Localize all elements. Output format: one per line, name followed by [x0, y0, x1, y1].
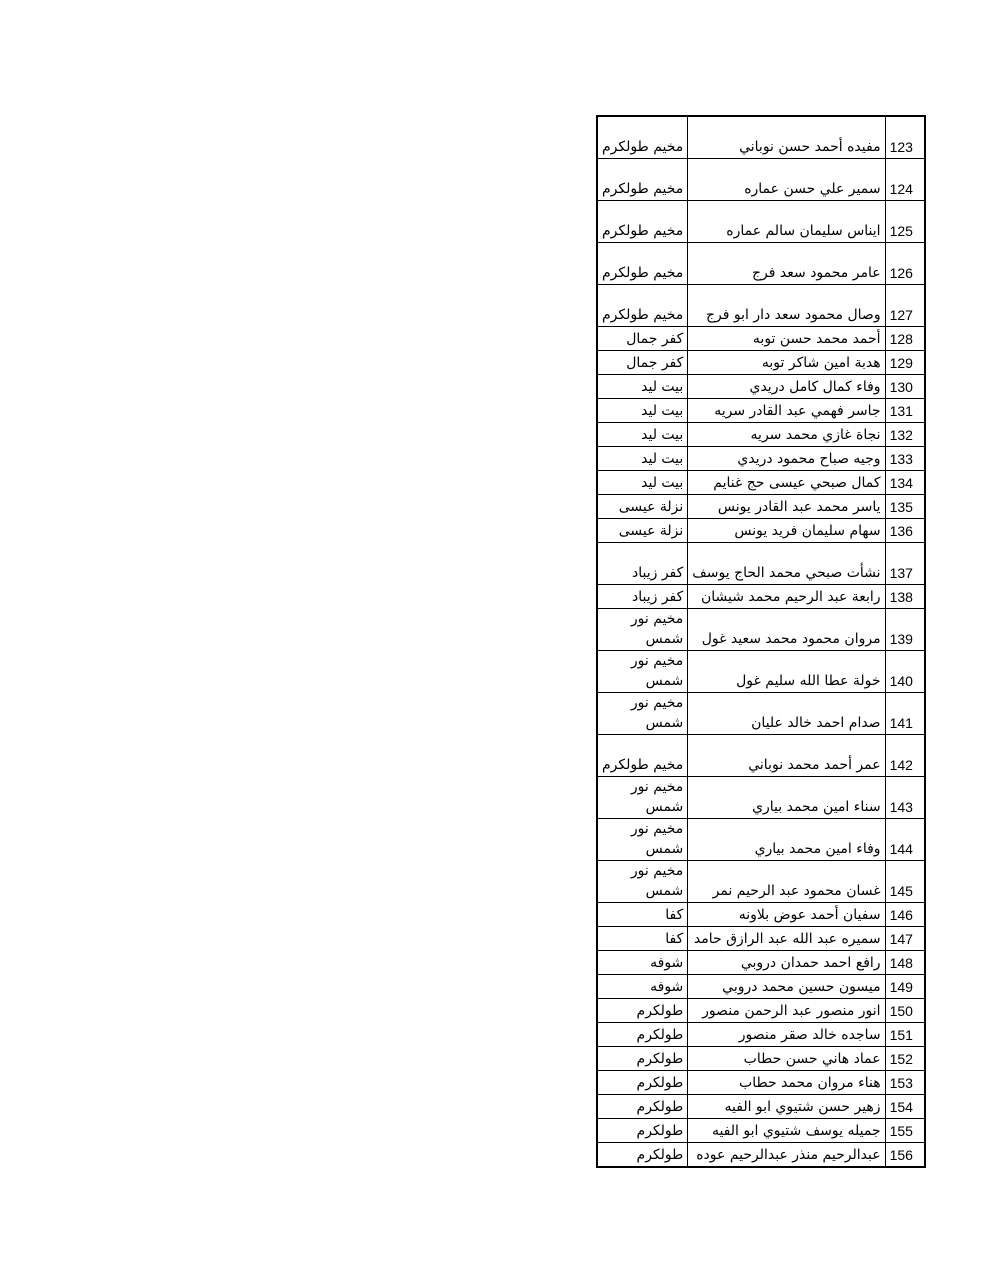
table-row: [597, 243, 925, 285]
row-number: 131: [885, 399, 925, 423]
table-row: [597, 447, 925, 471]
person-name: وجيه صباح محمود دريدي: [688, 447, 885, 471]
person-name: ساجده خالد صقر منصور: [688, 1023, 885, 1047]
place-name: كفر جمال: [597, 351, 688, 375]
person-name: هدبة امين شاكر توبه: [688, 351, 885, 375]
place-name: بيت ليد: [597, 399, 688, 423]
table-row: [597, 951, 925, 975]
person-name: نشأت صبحي محمد الحاج يوسف: [688, 543, 885, 585]
place-name: نزلة عيسى: [597, 519, 688, 543]
table-row: [597, 693, 925, 735]
table-row: [597, 651, 925, 693]
row-number: 145: [885, 861, 925, 903]
place-name: مخيم طولكرم: [597, 243, 688, 285]
person-name: عبدالرحيم منذر عبدالرحيم عوده: [688, 1143, 885, 1168]
table-row: [597, 999, 925, 1023]
row-number: 134: [885, 471, 925, 495]
person-name: رافع احمد حمدان دروبي: [688, 951, 885, 975]
table-row: [597, 861, 925, 903]
place-name: طولكرم: [597, 1071, 688, 1095]
row-number: 133: [885, 447, 925, 471]
row-number: 135: [885, 495, 925, 519]
names-table: [596, 115, 926, 1168]
place-name: بيت ليد: [597, 447, 688, 471]
person-name: غسان محمود عبد الرحيم نمر: [688, 861, 885, 903]
table-row: [597, 375, 925, 399]
row-number: 146: [885, 903, 925, 927]
place-name: طولكرم: [597, 1119, 688, 1143]
row-number: 150: [885, 999, 925, 1023]
person-name: سميره عبد الله عبد الرازق حامد: [688, 927, 885, 951]
table-row: [597, 609, 925, 651]
row-number: 140: [885, 651, 925, 693]
place-name: شوفه: [597, 951, 688, 975]
row-number: 132: [885, 423, 925, 447]
table-row: [597, 116, 925, 159]
table-row: [597, 1119, 925, 1143]
place-name: مخيم طولكرم: [597, 159, 688, 201]
person-name: زهير حسن شتيوي ابو الفيه: [688, 1095, 885, 1119]
table-row: [597, 423, 925, 447]
place-name: مخيم طولكرم: [597, 735, 688, 777]
person-name: عامر محمود سعد فرج: [688, 243, 885, 285]
place-name: مخيم نور شمس: [597, 819, 688, 861]
person-name: مفيده أحمد حسن نوباني: [688, 116, 885, 159]
row-number: 136: [885, 519, 925, 543]
place-name: كفر زيباد: [597, 543, 688, 585]
table-row: [597, 819, 925, 861]
table-row: [597, 975, 925, 999]
person-name: عماد هاني حسن حطاب: [688, 1047, 885, 1071]
table-row: [597, 1047, 925, 1071]
place-name: بيت ليد: [597, 423, 688, 447]
table-row: [597, 495, 925, 519]
row-number: 128: [885, 327, 925, 351]
table-row: [597, 777, 925, 819]
row-number: 125: [885, 201, 925, 243]
place-name: طولكرم: [597, 1047, 688, 1071]
person-name: ميسون حسين محمد دروبي: [688, 975, 885, 999]
person-name: مروان محمود محمد سعيد غول: [688, 609, 885, 651]
row-number: 126: [885, 243, 925, 285]
row-number: 156: [885, 1143, 925, 1168]
place-name: كفر جمال: [597, 327, 688, 351]
row-number: 143: [885, 777, 925, 819]
person-name: وفاء امين محمد بياري: [688, 819, 885, 861]
place-name: مخيم نور شمس: [597, 651, 688, 693]
table-row: [597, 735, 925, 777]
table-row: [597, 1071, 925, 1095]
row-number: 153: [885, 1071, 925, 1095]
table-row: [597, 543, 925, 585]
row-number: 142: [885, 735, 925, 777]
person-name: وصال محمود سعد دار ابو فرج: [688, 285, 885, 327]
place-name: مخيم نور شمس: [597, 693, 688, 735]
row-number: 151: [885, 1023, 925, 1047]
person-name: سمير علي حسن عماره: [688, 159, 885, 201]
person-name: كمال صبحي عيسى حج غنايم: [688, 471, 885, 495]
place-name: طولكرم: [597, 1095, 688, 1119]
person-name: عمر أحمد محمد نوباني: [688, 735, 885, 777]
person-name: ياسر محمد عبد القادر يونس: [688, 495, 885, 519]
row-number: 144: [885, 819, 925, 861]
place-name: مخيم طولكرم: [597, 285, 688, 327]
place-name: مخيم طولكرم: [597, 201, 688, 243]
person-name: سهام سليمان فريد يونس: [688, 519, 885, 543]
row-number: 130: [885, 375, 925, 399]
table-row: [597, 201, 925, 243]
row-number: 129: [885, 351, 925, 375]
row-number: 149: [885, 975, 925, 999]
person-name: جاسر فهمي عبد القادر سريه: [688, 399, 885, 423]
row-number: 154: [885, 1095, 925, 1119]
table-row: [597, 903, 925, 927]
person-name: انور منصور عبد الرحمن منصور: [688, 999, 885, 1023]
table-row: [597, 285, 925, 327]
place-name: بيت ليد: [597, 471, 688, 495]
place-name: كفا: [597, 927, 688, 951]
row-number: 155: [885, 1119, 925, 1143]
row-number: 139: [885, 609, 925, 651]
place-name: شوفه: [597, 975, 688, 999]
table-row: [597, 471, 925, 495]
person-name: ايناس سليمان سالم عماره: [688, 201, 885, 243]
place-name: مخيم نور شمس: [597, 609, 688, 651]
row-number: 138: [885, 585, 925, 609]
row-number: 152: [885, 1047, 925, 1071]
person-name: أحمد محمد حسن توبه: [688, 327, 885, 351]
row-number: 127: [885, 285, 925, 327]
place-name: مخيم نور شمس: [597, 777, 688, 819]
table-row: [597, 159, 925, 201]
place-name: كفر زيباد: [597, 585, 688, 609]
place-name: كفا: [597, 903, 688, 927]
row-number: 123: [885, 116, 925, 159]
table-row: [597, 327, 925, 351]
person-name: وفاء كمال كامل دريدي: [688, 375, 885, 399]
place-name: مخيم طولكرم: [597, 116, 688, 159]
table-row: [597, 351, 925, 375]
table-row: [597, 927, 925, 951]
person-name: صدام احمد خالد عليان: [688, 693, 885, 735]
place-name: بيت ليد: [597, 375, 688, 399]
row-number: 137: [885, 543, 925, 585]
row-number: 124: [885, 159, 925, 201]
table-row: [597, 1095, 925, 1119]
person-name: رابعة عبد الرحيم محمد شيشان: [688, 585, 885, 609]
person-name: هناء مروان محمد حطاب: [688, 1071, 885, 1095]
table-row: [597, 399, 925, 423]
person-name: خولة عطا الله سليم غول: [688, 651, 885, 693]
table-row: [597, 1143, 925, 1168]
table-row: [597, 1023, 925, 1047]
person-name: سفيان أحمد عوض بلاونه: [688, 903, 885, 927]
row-number: 148: [885, 951, 925, 975]
person-name: جميله يوسف شتيوي ابو الفيه: [688, 1119, 885, 1143]
place-name: طولكرم: [597, 1143, 688, 1168]
table-row: [597, 519, 925, 543]
place-name: نزلة عيسى: [597, 495, 688, 519]
place-name: طولكرم: [597, 999, 688, 1023]
table-row: [597, 585, 925, 609]
row-number: 141: [885, 693, 925, 735]
place-name: طولكرم: [597, 1023, 688, 1047]
person-name: سناء امين محمد بياري: [688, 777, 885, 819]
row-number: 147: [885, 927, 925, 951]
place-name: مخيم نور شمس: [597, 861, 688, 903]
table-body: [597, 116, 925, 1167]
person-name: نجاة غازي محمد سريه: [688, 423, 885, 447]
